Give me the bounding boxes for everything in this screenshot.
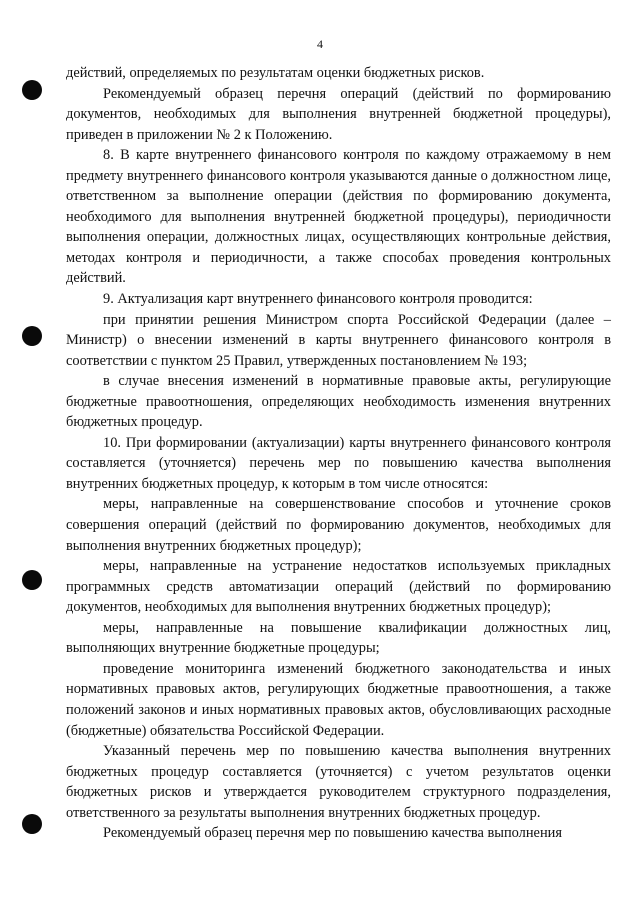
- paragraph: Рекомендуемый образец перечня операций (действий по формированию документов, необходимых для выполнения внутренней бюджетной процедуры), приведен в приложении № 2 к Положению.: [66, 85, 611, 143]
- paragraph: 10. При формировании (актуализации) карты внутреннего финансового контроля составляется (уточняется) перечень мер по повышению качества выполнения внутренних бюджетных процедур, к которым в том числе относятся:: [66, 434, 611, 492]
- paragraph: в случае внесения изменений в нормативные правовые акты, регулирующие бюджетные правоотношения, определяющих необходимость изменения внутренних бюджетных процедур.: [66, 373, 611, 431]
- document-body: [66, 63, 611, 844]
- paragraph: 8. В карте внутреннего финансового контроля по каждому отражаемому в нем предмету внутреннего финансового контроля указываются данные о должностном лице, ответственном за выполнение операции (действия по формированию документа, необходимого для выполнения внутренней бюджетной процедуры), периодичности выполнения операции, должностных лицах, осуществляющих контрольные действия, методах контроля и периодичности, а также способах проведения контрольных действий.: [66, 147, 611, 287]
- paragraph: проведение мониторинга изменений бюджетного законодательства и иных нормативных правовых актов, регулирующих бюджетные правоотношения, а также положений законов и иных нормативных правовых актов, обусловливающих расходные (бюджетные) обязательства Российской Федерации.: [66, 660, 611, 739]
- paragraph: меры, направленные на совершенствование способов и уточнение сроков совершения операций (действий по формированию документов, необходимых для выполнения внутренних бюджетных процедур);: [66, 496, 611, 554]
- binder-hole-3: [22, 570, 42, 590]
- paragraph: 9. Актуализация карт внутреннего финансового контроля проводится:: [103, 291, 533, 308]
- paragraph: действий, определяемых по результатам оценки бюджетных рисков.: [66, 65, 485, 81]
- binder-hole-4: [22, 814, 42, 834]
- binder-hole-1: [22, 80, 42, 100]
- binder-hole-2: [22, 326, 42, 346]
- paragraph: Рекомендуемый образец перечня мер по повышению качества выполнения: [103, 825, 562, 842]
- paragraph: меры, направленные на устранение недостатков используемых прикладных программных средств автоматизации операций (действий по формированию документов, необходимых для выполнения внутренних бюджетных процедур);: [66, 558, 611, 616]
- paragraph: меры, направленные на повышение квалификации должностных лиц, выполняющих внутренние бюджетные процедуры;: [66, 619, 611, 657]
- paragraph: при принятии решения Министром спорта Российской Федерации (далее – Министр) о внесении изменений в карты внутреннего финансового контроля в соответствии с пунктом 25 Правил, утвержденных постановлением № 193;: [66, 311, 611, 369]
- paragraph: Указанный перечень мер по повышению качества выполнения внутренних бюджетных процедур составляется (уточняется) с учетом результатов оценки бюджетных рисков и утверждается руководителем структурного подразделения, ответственного за результаты выполнения внутренних бюджетных процедур.: [66, 743, 611, 821]
- page-number: 4: [317, 37, 323, 51]
